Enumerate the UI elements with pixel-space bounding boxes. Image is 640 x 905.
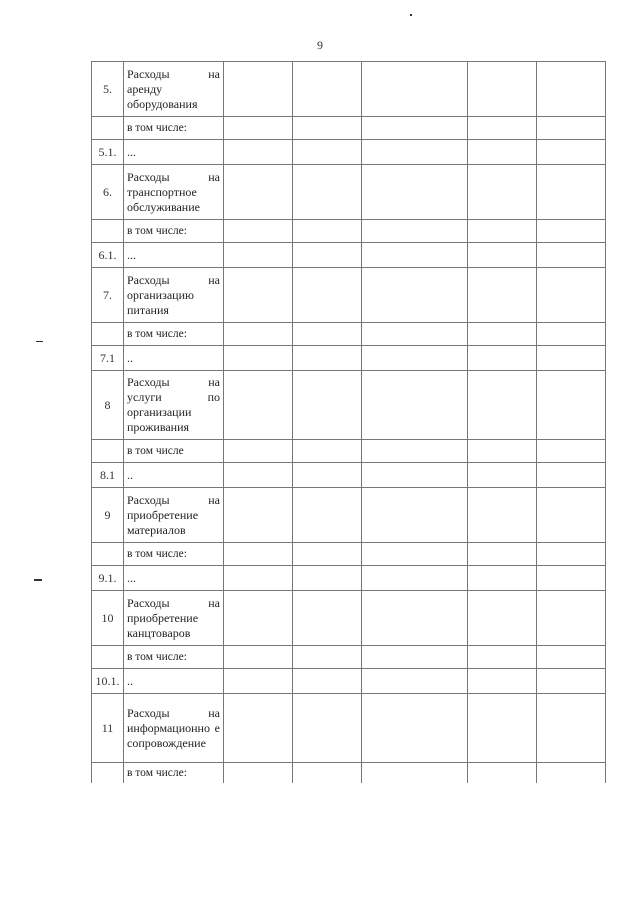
table-cell[interactable]: [468, 220, 537, 243]
sub-row-text: ..: [124, 463, 224, 488]
table-cell[interactable]: [537, 543, 606, 566]
table-cell[interactable]: [362, 669, 468, 694]
table-row: [92, 591, 606, 646]
row-description: Расходы на аренду оборудования: [124, 62, 224, 117]
row-description: Расходы на информационно е сопровождение: [124, 694, 224, 763]
table-cell[interactable]: [362, 323, 468, 346]
table-cell[interactable]: [224, 117, 293, 140]
row-description: Расходы на услуги по организации проживания: [124, 371, 224, 440]
scan-speck: [410, 14, 412, 16]
table-cell: [92, 440, 124, 463]
table-cell[interactable]: [468, 591, 537, 646]
table-row: [92, 440, 606, 463]
sub-row-text: ...: [124, 566, 224, 591]
table-cell[interactable]: [224, 323, 293, 346]
table-row: [92, 463, 606, 488]
table-cell[interactable]: [362, 543, 468, 566]
table-cell[interactable]: [362, 763, 468, 784]
table-cell[interactable]: [537, 463, 606, 488]
table-cell[interactable]: [293, 646, 362, 669]
table-cell[interactable]: [224, 165, 293, 220]
table-cell[interactable]: [293, 220, 362, 243]
table-cell[interactable]: [293, 165, 362, 220]
sub-row-text: ...: [124, 243, 224, 268]
table-cell[interactable]: [293, 346, 362, 371]
sub-row-text: ...: [124, 140, 224, 165]
table-cell[interactable]: [537, 371, 606, 440]
table-cell[interactable]: [224, 669, 293, 694]
sub-row-number: 8.1: [92, 463, 124, 488]
table-cell[interactable]: [362, 488, 468, 543]
table-cell[interactable]: [362, 62, 468, 117]
table-cell[interactable]: [224, 346, 293, 371]
table-cell[interactable]: [293, 763, 362, 784]
table-cell[interactable]: [537, 62, 606, 117]
including-label: в том числе:: [124, 117, 224, 140]
table-cell[interactable]: [224, 488, 293, 543]
page-number: 9: [317, 38, 323, 52]
table-row: [92, 165, 606, 220]
including-label: в том числе:: [124, 543, 224, 566]
table-cell[interactable]: [468, 463, 537, 488]
table-cell[interactable]: [293, 488, 362, 543]
row-number: 6.: [92, 165, 124, 220]
table-cell[interactable]: [362, 371, 468, 440]
including-label: в том числе: [124, 440, 224, 463]
table-cell[interactable]: [537, 646, 606, 669]
table-cell[interactable]: [468, 669, 537, 694]
table-row: [92, 62, 606, 117]
table-row: [92, 268, 606, 323]
table-cell[interactable]: [362, 566, 468, 591]
table-cell[interactable]: [537, 117, 606, 140]
row-number: 11: [92, 694, 124, 763]
table-cell[interactable]: [537, 268, 606, 323]
table-cell[interactable]: [537, 591, 606, 646]
table-cell[interactable]: [293, 371, 362, 440]
table-cell[interactable]: [468, 243, 537, 268]
sub-row-number: 5.1.: [92, 140, 124, 165]
table-cell[interactable]: [224, 62, 293, 117]
table-cell[interactable]: [362, 117, 468, 140]
table-cell[interactable]: [224, 220, 293, 243]
table-cell[interactable]: [293, 543, 362, 566]
table-cell[interactable]: [537, 243, 606, 268]
table-row: [92, 543, 606, 566]
table-cell[interactable]: [537, 694, 606, 763]
table-cell[interactable]: [537, 763, 606, 784]
table-row: [92, 488, 606, 543]
table-cell[interactable]: [224, 763, 293, 784]
sub-row-number: 9.1.: [92, 566, 124, 591]
table-cell[interactable]: [224, 566, 293, 591]
expense-table: [91, 61, 606, 783]
table-cell[interactable]: [293, 268, 362, 323]
table-cell[interactable]: [537, 140, 606, 165]
scan-speck: [34, 579, 42, 581]
table-cell[interactable]: [468, 62, 537, 117]
table-cell: [92, 763, 124, 784]
table-cell[interactable]: [468, 323, 537, 346]
table-cell[interactable]: [537, 669, 606, 694]
table-cell: [92, 543, 124, 566]
table-row: [92, 346, 606, 371]
scan-speck: [36, 341, 43, 342]
table-cell[interactable]: [362, 220, 468, 243]
table-cell[interactable]: [362, 346, 468, 371]
table-cell[interactable]: [293, 140, 362, 165]
table-row: [92, 763, 606, 784]
table-cell[interactable]: [224, 463, 293, 488]
table-cell[interactable]: [468, 646, 537, 669]
table-row: [92, 140, 606, 165]
sub-row-number: 7.1: [92, 346, 124, 371]
sub-row-text: ..: [124, 346, 224, 371]
table-cell[interactable]: [468, 694, 537, 763]
table-cell[interactable]: [224, 243, 293, 268]
table-cell[interactable]: [224, 268, 293, 323]
table-row: [92, 117, 606, 140]
including-label: в том числе:: [124, 220, 224, 243]
table-cell[interactable]: [468, 268, 537, 323]
table-cell[interactable]: [362, 140, 468, 165]
row-number: 8: [92, 371, 124, 440]
table-row: [92, 323, 606, 346]
row-number: 10: [92, 591, 124, 646]
table-cell[interactable]: [468, 346, 537, 371]
row-description: Расходы на приобретение материалов: [124, 488, 224, 543]
table-cell[interactable]: [362, 165, 468, 220]
table-cell[interactable]: [224, 371, 293, 440]
table-cell[interactable]: [224, 646, 293, 669]
table-cell[interactable]: [224, 694, 293, 763]
table-cell[interactable]: [293, 566, 362, 591]
table-cell: [92, 220, 124, 243]
row-number: 9: [92, 488, 124, 543]
table-cell[interactable]: [468, 140, 537, 165]
row-description: Расходы на приобретение канцтоваров: [124, 591, 224, 646]
table-cell[interactable]: [293, 243, 362, 268]
table-cell[interactable]: [224, 440, 293, 463]
table-cell[interactable]: [224, 591, 293, 646]
table-cell[interactable]: [468, 440, 537, 463]
table-cell[interactable]: [293, 694, 362, 763]
table-row: [92, 566, 606, 591]
table-row: [92, 669, 606, 694]
including-label: в том числе:: [124, 646, 224, 669]
table-cell[interactable]: [468, 566, 537, 591]
table-cell: [92, 323, 124, 346]
table-cell[interactable]: [468, 371, 537, 440]
table-cell: [92, 646, 124, 669]
table-cell[interactable]: [537, 488, 606, 543]
table-cell: [92, 117, 124, 140]
row-number: 5.: [92, 62, 124, 117]
table-cell[interactable]: [362, 243, 468, 268]
table-cell[interactable]: [293, 591, 362, 646]
table-cell[interactable]: [362, 440, 468, 463]
including-label: в том числе:: [124, 323, 224, 346]
sub-row-text: ..: [124, 669, 224, 694]
row-description: Расходы на организацию питания: [124, 268, 224, 323]
table-cell[interactable]: [362, 463, 468, 488]
table-cell[interactable]: [362, 591, 468, 646]
row-description: Расходы на транспортное обслуживание: [124, 165, 224, 220]
table-cell[interactable]: [537, 165, 606, 220]
table-cell[interactable]: [537, 566, 606, 591]
table-cell[interactable]: [293, 323, 362, 346]
row-number: 7.: [92, 268, 124, 323]
table-cell[interactable]: [537, 220, 606, 243]
table-cell[interactable]: [537, 346, 606, 371]
sub-row-number: 6.1.: [92, 243, 124, 268]
table-cell[interactable]: [537, 440, 606, 463]
table-cell[interactable]: [468, 763, 537, 784]
table-row: [92, 694, 606, 763]
table-cell[interactable]: [468, 165, 537, 220]
table-cell[interactable]: [224, 543, 293, 566]
including-label: в том числе:: [124, 763, 224, 784]
table-row: [92, 243, 606, 268]
table-cell[interactable]: [293, 117, 362, 140]
table-cell[interactable]: [362, 646, 468, 669]
table-row: [92, 220, 606, 243]
table-cell[interactable]: [293, 440, 362, 463]
table-cell[interactable]: [537, 323, 606, 346]
table-cell[interactable]: [293, 62, 362, 117]
table-cell[interactable]: [468, 488, 537, 543]
table-cell[interactable]: [293, 669, 362, 694]
table-cell[interactable]: [468, 543, 537, 566]
table-cell[interactable]: [362, 268, 468, 323]
table-row: [92, 371, 606, 440]
table-cell[interactable]: [293, 463, 362, 488]
table-cell[interactable]: [224, 140, 293, 165]
table-cell[interactable]: [362, 694, 468, 763]
sub-row-number: 10.1.: [92, 669, 124, 694]
table-row: [92, 646, 606, 669]
table-cell[interactable]: [468, 117, 537, 140]
